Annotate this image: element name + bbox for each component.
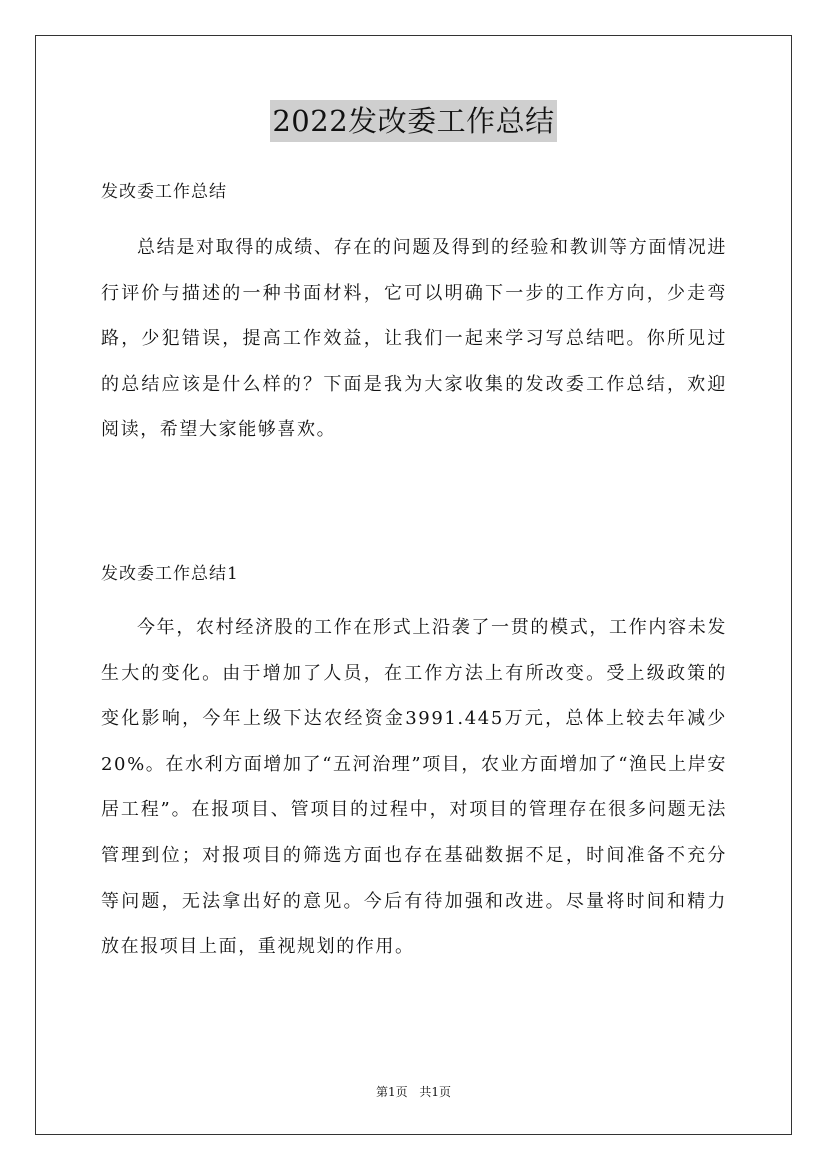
intro-heading: 发改委工作总结 [101,182,227,202]
section1-heading: 发改委工作总结1 [101,564,239,584]
intro-paragraph: 总结是对取得的成绩、存在的问题及得到的经验和教训等方面情况进行评价与描述的一种书面材料，它可以明确下一步的工作方向，少走弯路，少犯错误，提高工作效益，让我们一起来学习写总结吧。你所见过的总结应该是什么样的？下面是我为大家收集的发改委工作总结，欢迎阅读，希望大家能够喜欢。 [101,237,727,441]
page-number-current: 第1页 [375,1085,408,1099]
page-number-total: 共1页 [419,1085,452,1099]
section1-paragraph: 今年，农村经济股的工作在形式上沿袭了一贯的模式，工作内容未发生大的变化。由于增加了人员，在工作方法上有所改变。受上级政策的变化影响，今年上级下达农经资金3991.445万元，总体上较去年减少20%。在水利方面增加了“五河治理”项目，农业方面增加了“渔民上岸安居工程”。在报项目、管项目的过程中，对项目的管理存在很多问题无法管理到位；对报项目的筛选方面也存在基础数据不足，时间准备不充分等问题，无法拿出好的意见。今后有待加强和改进。尽量将时间和精力放在报项目上面，重视规划的作用。 [101,617,728,958]
page-footer [0,1083,827,1101]
document-title: 2022发改委工作总结 [270,100,556,142]
document-title-container [0,100,827,142]
